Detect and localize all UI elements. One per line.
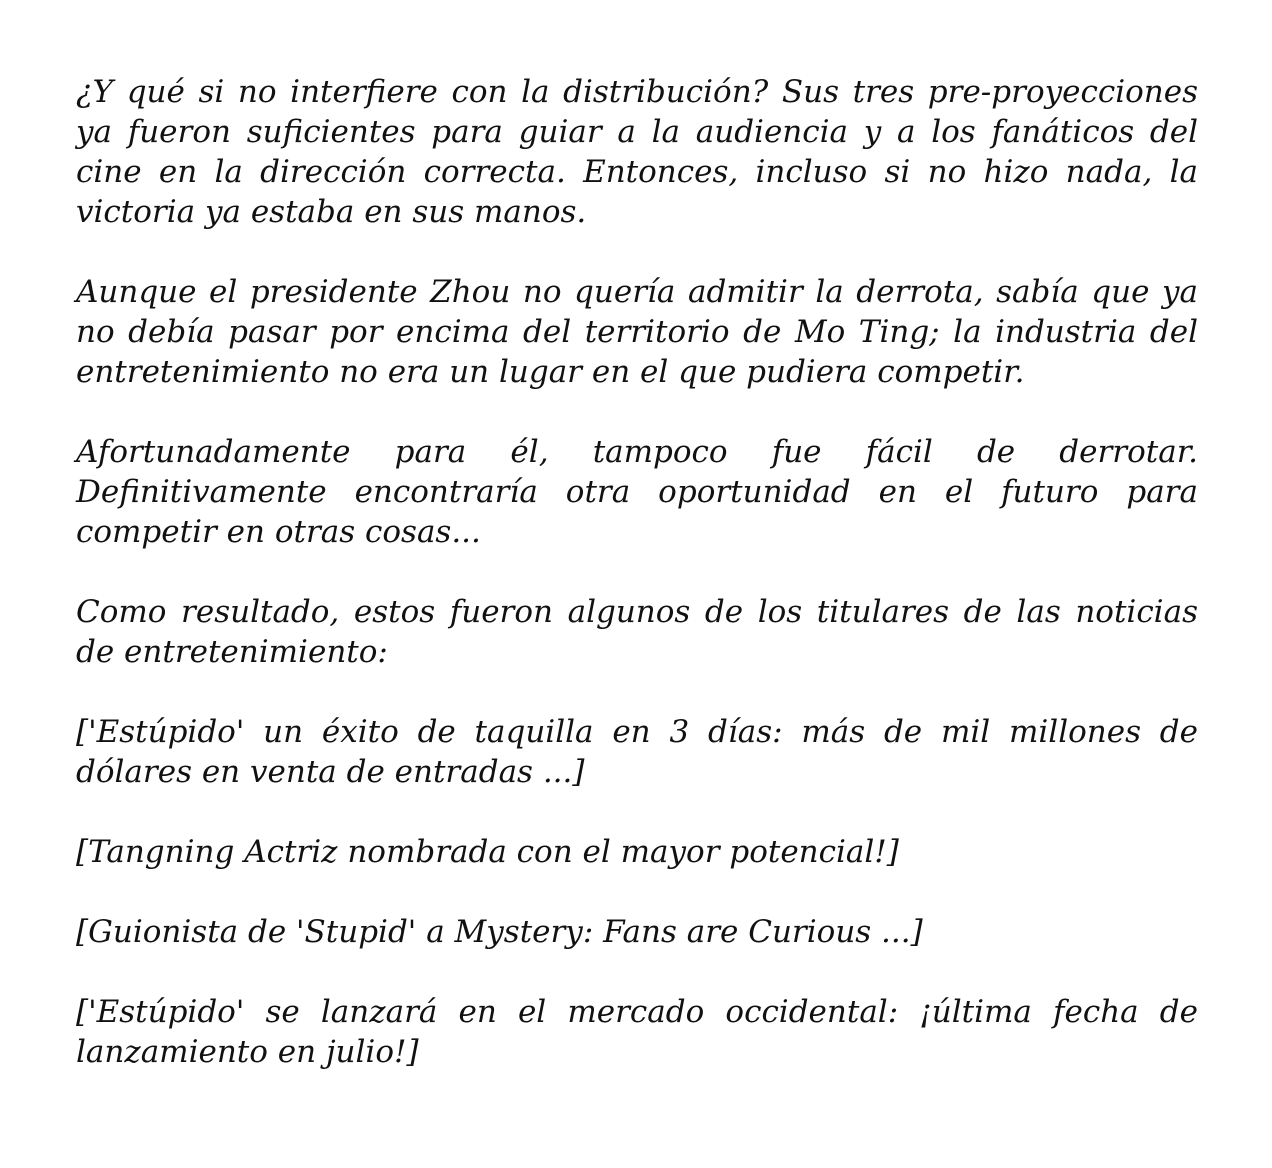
headline-tangning: [Tangning Actriz nombrada con el mayor potencial!] [76, 834, 899, 870]
paragraph-distribution: ¿Y qué si no interfiere con la distribución? Sus tres pre-proyecciones ya fueron suficientes para guiar a la audiencia y a los fanáticos del cine en la dirección correcta. Entonces, incluso si no hizo nada, la victoria ya estaba en sus manos. [76, 74, 1198, 230]
paragraph-fortunately: Afortunadamente para él, tampoco fue fácil de derrotar. Definitivamente encontraría otra oportunidad en el futuro para competir en otras cosas... [76, 434, 1198, 550]
headline-screenwriter: [Guionista de 'Stupid' a Mystery: Fans are Curious ...] [76, 914, 923, 950]
document-body [76, 72, 1198, 1072]
headline-western-release: ['Estúpido' se lanzará en el mercado occidental: ¡última fecha de lanzamiento en julio!] [76, 994, 1198, 1070]
paragraph-headlines-intro: Como resultado, estos fueron algunos de los titulares de las noticias de entretenimiento: [76, 594, 1198, 670]
headline-box-office: ['Estúpido' un éxito de taquilla en 3 días: más de mil millones de dólares en venta de entradas ...] [76, 714, 1198, 790]
paragraph-president-zhou: Aunque el presidente Zhou no quería admitir la derrota, sabía que ya no debía pasar por encima del territorio de Mo Ting; la industria del entretenimiento no era un lugar en el que pudiera competir. [76, 274, 1198, 390]
